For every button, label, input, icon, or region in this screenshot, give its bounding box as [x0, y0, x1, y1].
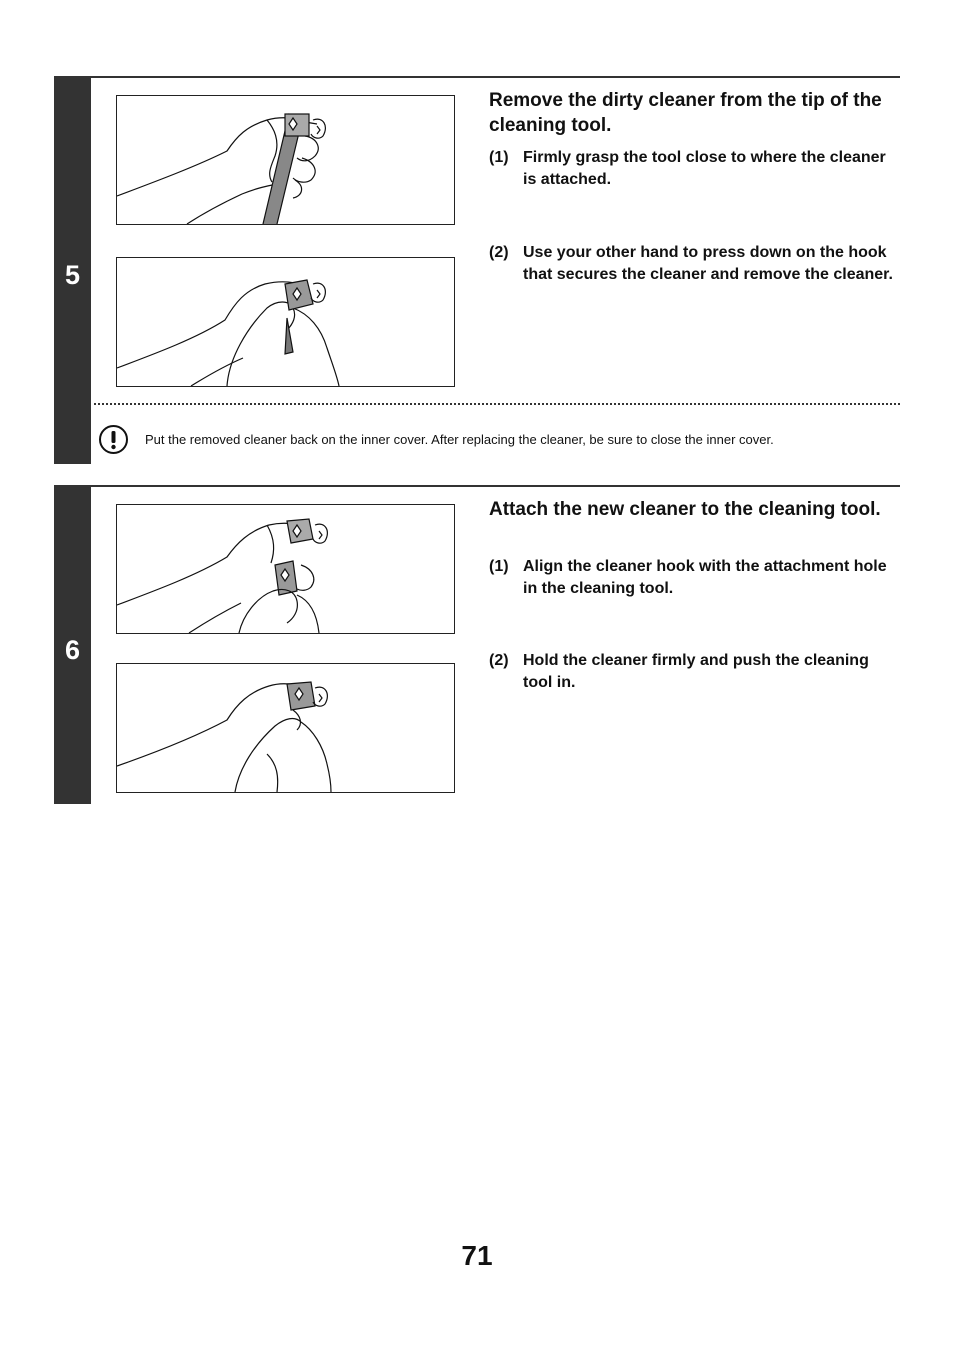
- step-number: 5: [64, 260, 81, 290]
- caution-note: [98, 424, 900, 455]
- substep-2: [489, 242, 894, 286]
- dotted-divider: [94, 403, 900, 405]
- substep-1: [489, 147, 894, 191]
- step-6: [54, 485, 900, 804]
- step-top-rule: [91, 485, 900, 487]
- substep-text: Use your other hand to press down on the hook that secures the cleaner and remove the cleaner.: [523, 244, 893, 283]
- caution-icon: [98, 424, 129, 455]
- step-5: [54, 76, 900, 464]
- illustration-push-in: [116, 663, 455, 793]
- page-number: 71: [461, 1240, 493, 1271]
- substep-text: Hold the cleaner firmly and push the cleaning tool in.: [523, 652, 869, 691]
- step-number: 6: [64, 635, 81, 665]
- caution-note-text: Put the removed cleaner back on the inner cover. After replacing the cleaner, be sure to close the inner cover.: [145, 431, 774, 447]
- substep-number: (2): [489, 652, 509, 669]
- substep-1: [489, 556, 894, 600]
- illustration-press-hook: [116, 257, 455, 387]
- substep-number: (1): [489, 558, 509, 575]
- substep-text: Align the cleaner hook with the attachment hole in the cleaning tool.: [523, 558, 887, 597]
- substep-text: Firmly grasp the tool close to where the cleaner is attached.: [523, 149, 886, 188]
- substep-number: (2): [489, 244, 509, 261]
- step-top-rule: [91, 76, 900, 78]
- illustration-align-hook: [116, 504, 455, 634]
- substep-2: [489, 650, 894, 694]
- step-title: Attach the new cleaner to the cleaning tool.: [489, 499, 881, 520]
- substep-number: (1): [489, 149, 509, 166]
- illustration-grasp-tool: [116, 95, 455, 225]
- step-title: Remove the dirty cleaner from the tip of the cleaning tool.: [489, 90, 882, 136]
